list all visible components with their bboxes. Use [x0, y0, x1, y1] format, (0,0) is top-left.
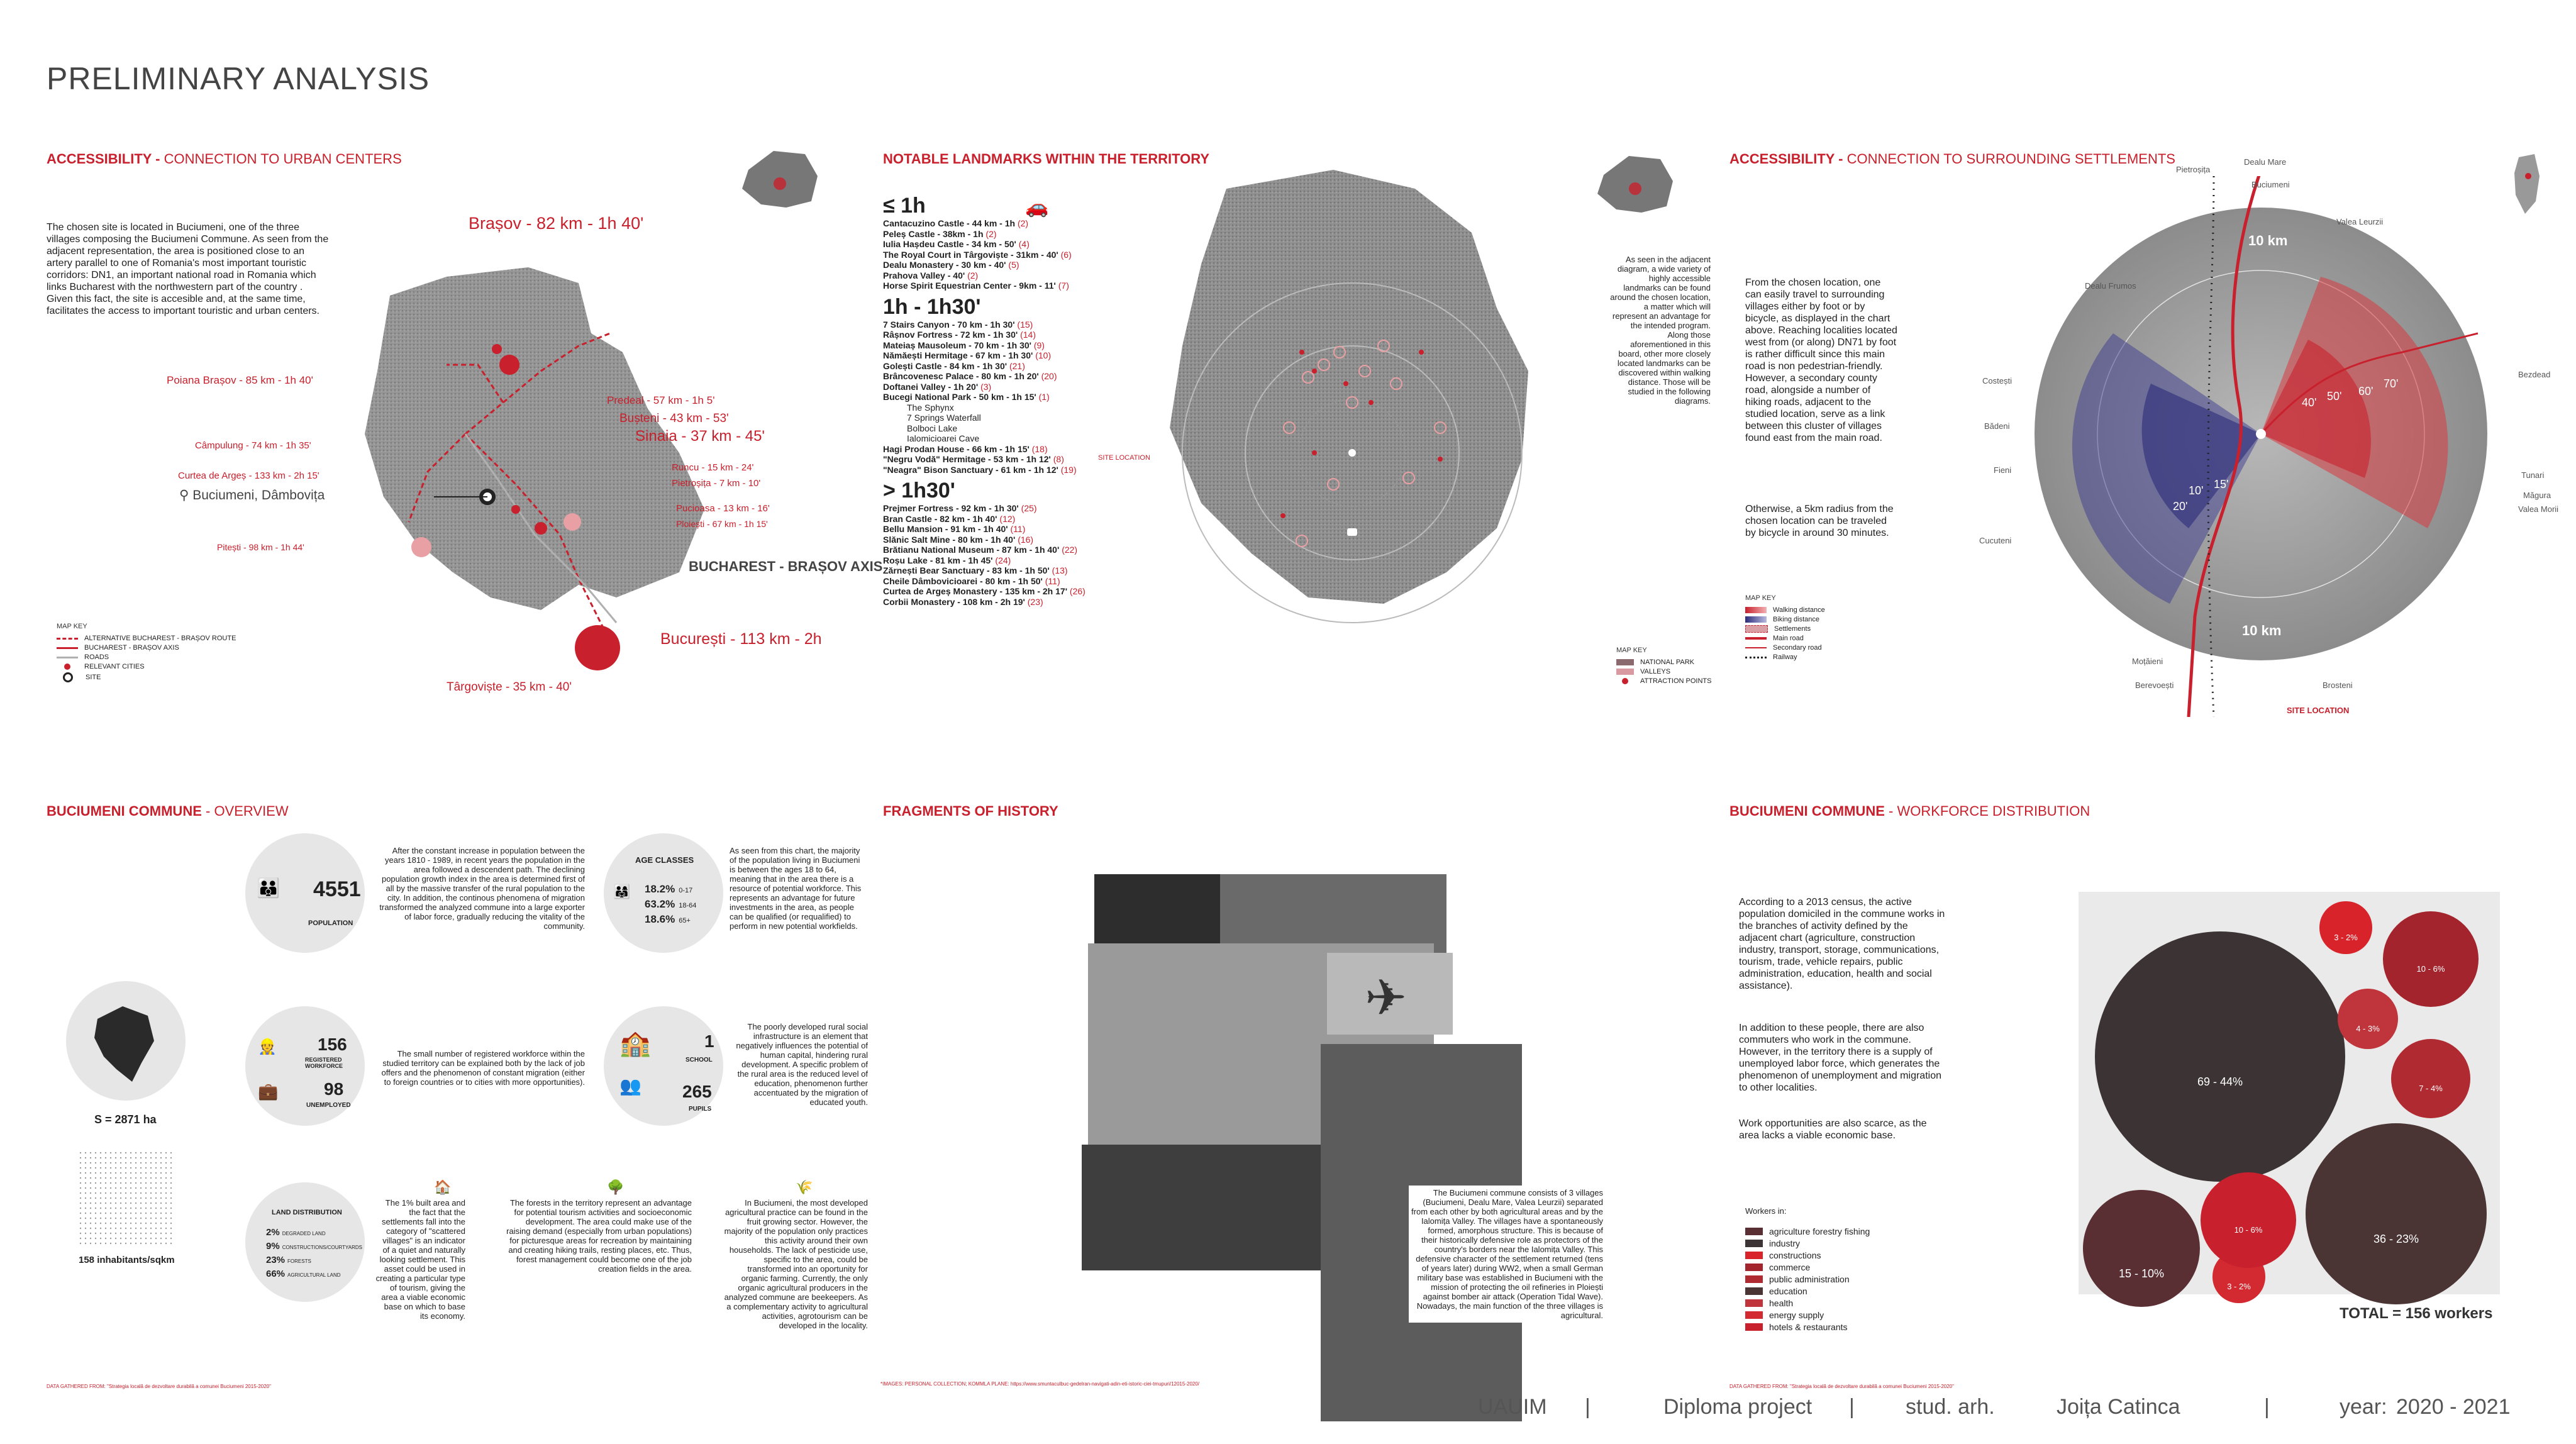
landmark-item: "Negru Vodă" Hermitage - 53 km - 1h 12' (8): [883, 454, 1064, 464]
village-label: Fieni: [1994, 465, 2012, 475]
land-row: 2% DEGRADED LAND: [266, 1227, 326, 1238]
landmark-item: Zărnești Bear Sanctuary - 83 km - 1h 50' (13): [883, 565, 1068, 575]
landmark-item: 7 Stairs Canyon - 70 km - 1h 30' (15): [883, 319, 1033, 330]
school-value: 1: [704, 1031, 714, 1051]
history-photo-house: [1082, 1145, 1321, 1270]
landmark-item: The Royal Court in Târgoviște - 31km - 40' (6): [883, 249, 1072, 260]
landmarks-side-text: As seen in the adjacent diagram, a wide variety of highly accessible landmarks can be found around the chosen location, a matter which will represent an advantage for the intended program. Along those aforementioned in this board, other more closely located landmarks can be discovered within walking distance. Those will be studied in the following diagrams.: [1610, 255, 1711, 406]
label-brasov: Brașov - 82 km - 1h 40': [469, 214, 644, 233]
people-icon: 👪: [257, 878, 280, 899]
landmark-item: Horse Spirit Equestrian Center - 9km - 11' (7): [883, 280, 1069, 291]
land-list: [248, 1226, 362, 1282]
heading-red: ACCESSIBILITY -: [47, 151, 164, 167]
landmark-item: "Neagra" Bison Sanctuary - 61 km - 1h 12' (19): [883, 464, 1077, 475]
romania-inset-map-2: [1591, 150, 1679, 219]
label-poiana: Poiana Brașov - 85 km - 1h 40': [167, 374, 313, 386]
house-icon: 🏠: [434, 1179, 452, 1195]
village-label: Bezdead: [2518, 370, 2551, 379]
age-title: AGE CLASSES: [635, 855, 694, 865]
landmark-item: Bellu Mansion - 91 km - 1h 40' (11): [883, 524, 1026, 534]
landmark-item: Peleș Castle - 38km - 1h (2): [883, 228, 997, 239]
history-source: *IMAGES: PERSONAL COLLECTION; KOMMLA PLANE: https://www.smuntaculbuc-gedelran-navigati-adin-eti-istoric-ciei-tmupuri/12015-2020/: [880, 1381, 1200, 1387]
landmark-subitem: The Sphynx: [907, 402, 954, 413]
landmarks-site-label: SITE LOCATION: [1098, 454, 1150, 462]
label-ploiesti: Ploiești - 67 km - 1h 15': [676, 519, 768, 529]
label-curtea: Curtea de Argeș - 133 km - 2h 15': [178, 470, 319, 481]
settle-map-key: MAP KEY Walking distance Biking distance Settlements Main road Secondary road Railway: [1745, 594, 1825, 661]
land-row: 23% FORESTS: [266, 1255, 311, 1265]
land-title: LAND DISTRIBUTION: [272, 1209, 342, 1216]
landmark-subitem: Ialomicioarei Cave: [907, 433, 980, 443]
legend-item: energy supply: [1745, 1310, 1870, 1320]
pupils-icon: 👥: [619, 1076, 641, 1096]
village-label: Brosteni: [2323, 680, 2353, 690]
bubble-label: 3 - 2%: [2227, 1281, 2251, 1291]
landmark-item: Slănic Salt Mine - 80 km - 1h 40' (16): [883, 534, 1034, 545]
label-site: ⚲ Buciumeni, Dâmbovița: [179, 488, 325, 503]
section-heading-history: FRAGMENTS OF HISTORY: [883, 803, 1058, 819]
label-pitesti: Pitești - 98 km - 1h 44': [217, 542, 304, 552]
page-title: PRELIMINARY ANALYSIS: [47, 61, 430, 96]
legend-item: constructions: [1745, 1250, 1870, 1260]
briefcase-icon: 💼: [258, 1082, 279, 1101]
landmark-item: Dealu Monastery - 30 km - 40' (5): [883, 260, 1019, 270]
bubble-label: 10 - 6%: [2234, 1225, 2263, 1235]
grain-icon: 🌾: [796, 1179, 813, 1195]
group-heading: > 1h30': [883, 479, 955, 503]
village-label: Buciumeni: [2251, 180, 2290, 189]
village-label: Cucuteni: [1979, 536, 2012, 545]
landmark-item: Nămăești Hermitage - 67 km - 1h 30' (10): [883, 350, 1052, 360]
work-text: The small number of registered workforce within the studied territory can be explained both by the lack of job offers and the phenomenon of constant migration (either to foreign countries or to cities with more opportunities).: [381, 1049, 585, 1087]
urban-map-key: MAP KEY ALTERNATIVE BUCHAREST - BRAȘOV ROUTE BUCHAREST - BRAȘOV AXIS ROADS RELEVANT CITIES SITE: [57, 623, 236, 681]
workforce-text-1: According to a 2013 census, the active population domiciled in the commune works in the branches of activity defined by the adjacent chart (agriculture, construction industry, transport, storage, communications, tourism, trade, vehicle repairs, public administration, education, health and social assistance).: [1739, 897, 1945, 991]
village-label: Pietroșița: [2176, 165, 2211, 174]
land-row: 9% CONSTRUCTIONS/COURTYARDS: [266, 1241, 362, 1252]
commune-shape: [79, 994, 173, 1088]
legend-title: Workers in:: [1745, 1206, 1787, 1216]
time-label: 20': [2173, 500, 2188, 513]
label-runcu: Runcu - 15 km - 24': [672, 462, 754, 473]
landmarks-map-key: MAP KEY NATIONAL PARK VALLEYS ATTRACTION POINTS: [1616, 647, 1712, 685]
village-label: Berevoești: [2135, 680, 2174, 690]
label-sinaia: Sinaia - 37 km - 45': [635, 428, 765, 445]
history-caption: The Buciumeni commune consists of 3 villages (Buciumeni, Dealu Mare, Valea Leurzii) separated from each other by both agricultural areas and by the Ialomița Valley. The villages have a spontaneously formed, amorphous structure. This is because of their historically defensive role as protectors of the country's borders near the Ialomița Valley. This defensive character of the settlement returned (tens of years later) during WW2, when a small German military base was established in Buciumeni with the mission of protecting the oil refineries in Ploiești against bomber air attack (Operation Tidal Wave). Nowadays, the main function of the three villages is agricultural.: [1409, 1186, 1606, 1323]
footer-sep: |: [1585, 1395, 1591, 1419]
workforce-label: REGISTERED WORKFORCE: [305, 1057, 343, 1069]
unemployed-label: UNEMPLOYED: [306, 1102, 351, 1109]
bubble-label: 3 - 2%: [2334, 932, 2358, 942]
settle-text-2: Otherwise, a 5km radius from the chosen location can be traveled by bicycle in around 30 minutes.: [1745, 504, 1894, 538]
landmark-item: Golești Castle - 84 km - 1h 30' (21): [883, 360, 1025, 371]
landmarks-list: [883, 194, 1122, 607]
legend-item: education: [1745, 1286, 1870, 1296]
landmark-group-1: [883, 218, 1122, 291]
section-heading-landmarks: NOTABLE LANDMARKS WITHIN THE TERRITORY: [883, 151, 1210, 167]
landmark-subitem: Bolboci Lake: [907, 423, 958, 433]
school-text: The poorly developed rural social infrastructure is an element that negatively influences the potential of human capital, hindering rural development. A specific problem of the rural area is the reduced level of education, phenomenon further accentuated by the migration of educated youth.: [736, 1022, 868, 1107]
landmark-subitem: 7 Springs Waterfall: [907, 413, 981, 423]
landmark-item: Bran Castle - 82 km - 1h 40' (12): [883, 513, 1016, 524]
bubble: [2391, 1039, 2471, 1119]
landmark-item: Prahova Valley - 40' (2): [883, 270, 979, 280]
footer-student-label: stud. arh.: [1906, 1395, 1995, 1419]
bubble-label: 15 - 10%: [2118, 1267, 2165, 1280]
landmark-item: Iulia Hașdeu Castle - 34 km - 50' (4): [883, 239, 1030, 249]
bubble: [2319, 901, 2372, 953]
landmark-item: Brătianu National Museum - 87 km - 1h 40' (22): [883, 545, 1078, 555]
car-icon: 🚗: [1025, 197, 1049, 218]
ring-bottom-label: 10 km: [2242, 623, 2282, 638]
access-urban-text: The chosen site is located in Buciumeni, one of the three villages composing the Buciumeni Commune. As seen from the adjacent representation, the area is positioned close to an artery parallel to one of Romania's most important touristic corridors: DN1, an important national road in Romania which links Bucharest with the northwestern part of the country . Given this fact, the site is accesible and, at the same time, facilitates the access to important touristic and urban centers.: [47, 222, 329, 316]
landmark-item: Râșnov Fortress - 72 km - 1h 30' (14): [883, 330, 1036, 340]
time-label: 10': [2189, 484, 2204, 497]
area-value: S = 2871 ha: [94, 1113, 157, 1126]
village-label: Bădeni: [1984, 421, 2010, 431]
label-pucioasa: Pucioasa - 13 km - 16': [676, 503, 770, 514]
footer-year-label: year:: [2340, 1395, 2387, 1419]
tree-icon: 🌳: [607, 1179, 625, 1195]
workforce-text-3: Work opportunities are also scarce, as the area lacks a viable economic base.: [1739, 1118, 1927, 1141]
group-heading: ≤ 1h: [883, 194, 926, 218]
legend-item: agriculture forestry fishing: [1745, 1226, 1870, 1236]
village-label: Moțăieni: [2132, 657, 2163, 666]
landmark-item: Doftanei Valley - 1h 20' (3): [883, 381, 992, 392]
landmark-item: Brâncovenesc Palace - 80 km - 1h 20' (20): [883, 371, 1057, 381]
age-text: As seen from this chart, the majority of the population living in Buciumeni is between the ages 18 to 64, meaning that in the area there is a resource of potential workforce. This represents an advantage for future investments in the area, as people can be qualified (or requalified) to perform in new potential workfields.: [730, 846, 862, 931]
label-busteni: Bușteni - 43 km - 53': [619, 412, 729, 425]
village-label: Tunari: [2521, 470, 2545, 480]
legend-item: health: [1745, 1298, 1870, 1308]
workforce-value: 156: [318, 1035, 347, 1054]
landmark-item: Cantacuzino Castle - 44 km - 1h (2): [883, 218, 1029, 228]
romania-inset-map-1: [736, 145, 824, 214]
bubble: [2201, 1172, 2296, 1268]
landmark-item: Hagi Prodan House - 66 km - 1h 15' (18): [883, 443, 1048, 454]
bubble: [2095, 931, 2346, 1182]
landmark-group-2: [883, 319, 1122, 403]
legend-item: public administration: [1745, 1274, 1870, 1284]
section-heading-access-settle: ACCESSIBILITY - CONNECTION TO SURROUNDING SETTLEMENTS: [1729, 151, 2175, 167]
bubble-label: 36 - 23%: [2373, 1233, 2419, 1245]
bubble: [2083, 1190, 2200, 1307]
workforce-legend: [1745, 1226, 1870, 1334]
density-value: 158 inhabitants/sqkm: [79, 1255, 175, 1265]
forest-text: The forests in the territory represent an advantage for potential tourism activities and socioeconomic development. The area could make use of the raising demand (especially from urban populations) for picturesque areas for recreation by maintaining and creating hiking trails, resting places, etc. Thus, forest management could become one of the job creation fields in the area.: [506, 1198, 692, 1274]
age-row: 18.2% 0-17: [645, 883, 693, 895]
village-label: Costești: [1982, 376, 2012, 386]
footer-sep: |: [2264, 1395, 2270, 1419]
landmark-item: Prejmer Fortress - 92 km - 1h 30' (25): [883, 503, 1037, 513]
village-label: Valea Morii: [2518, 504, 2559, 514]
label-axis: BUCHAREST - BRAȘOV AXIS: [689, 558, 883, 574]
bubble: [2338, 989, 2398, 1049]
bubble: [2383, 911, 2479, 1007]
heading-rest: CONNECTION TO URBAN CENTERS: [164, 151, 402, 167]
settle-text-1: From the chosen location, one can easily travel to surrounding villages either by foot or by bicycle, as displayed in the chart above. Reaching localities located west from (or along) DN71 by foot is rather difficult since this main road is non pedestrian-friendly. However, a secondary county road, alongside a number of hiking roads, adjacent to the studied location, serve as a link between this cluster of villages found east from the main road.: [1745, 277, 1897, 443]
label-bucuresti: București - 113 km - 2h: [660, 630, 822, 648]
time-label: 15': [2214, 478, 2229, 491]
label-predeal: Predeal - 57 km - 1h 5': [607, 394, 715, 406]
footer-uni: UAUIM: [1478, 1395, 1547, 1419]
age-list: [645, 882, 696, 928]
legend-item: industry: [1745, 1238, 1870, 1248]
built-text: The 1% built area and the fact that the settlements fall into the category of "scattered villages" is an indicator of a quiet and naturally looking settlement. This asset could be used in creating a particular type of tourism, giving the area a viable economic base on which to base its economy.: [375, 1198, 465, 1321]
village-label: Dealu Mare: [2244, 157, 2287, 167]
landmark-group-3: [883, 503, 1122, 607]
workforce-total: TOTAL = 156 workers: [2340, 1305, 2493, 1322]
bubble-label: 10 - 6%: [2416, 964, 2445, 974]
footer-sep: |: [1849, 1395, 1855, 1419]
time-label: 50': [2327, 390, 2342, 403]
section-heading-workforce: BUCIUMENI COMMUNE - WORKFORCE DISTRIBUTION: [1729, 803, 2090, 819]
landmark-item: Corbii Monastery - 108 km - 2h 19' (23): [883, 596, 1043, 607]
pin-icon: ⚲: [179, 488, 193, 503]
landmark-subgroup: [883, 403, 1122, 444]
time-label: 60': [2358, 385, 2373, 397]
population-text: After the constant increase in population between the years 1810 - 1989, in recent years the population in the area followed a descendent path. The declining population growth index in the area is determined first of all by the massive transfer of the rural population to the city. In addition, the continous phenomena of migration transformed the analyzed commune into a large exporter of labor force, gradually reducing the vitality of the community.: [379, 846, 585, 931]
label-targoviste: Târgoviște - 35 km - 40': [447, 680, 572, 694]
workforce-text-2: In addition to these people, there are also commuters who work in the commune. However, in the territory there is a supply of unemployed labor force, which generates the phenomenon of unemployment and migration to other localities.: [1739, 1023, 1941, 1093]
overview-source: DATA GATHERED FROM: "Strategia locală de dezvoltare durabilă a comunei Buciumeni 2015-2020": [47, 1384, 271, 1389]
label-campulung: Câmpulung - 74 km - 1h 35': [195, 440, 311, 451]
village-label: Valea Leurzii: [2336, 217, 2384, 226]
pupils-value: 265: [682, 1082, 712, 1101]
section-heading-overview: BUCIUMENI COMMUNE - OVERVIEW: [47, 803, 289, 819]
bubble: [2306, 1123, 2487, 1304]
landmark-group-2b: [883, 444, 1122, 475]
ring-top-label: 10 km: [2248, 233, 2288, 248]
pupils-label: PUPILS: [689, 1106, 712, 1113]
footer-project: Diploma project: [1663, 1395, 1813, 1419]
landmark-item: Bucegi National Park - 50 km - 1h 15' (1): [883, 392, 1050, 402]
label-pietrosita: Pietroșița - 7 km - 10': [672, 478, 761, 489]
school-label: SCHOOL: [686, 1057, 713, 1064]
time-label: 40': [2302, 396, 2317, 409]
worker-icon: 👷: [258, 1038, 277, 1055]
school-icon: 🏫: [619, 1030, 651, 1057]
unemployed-value: 98: [324, 1079, 344, 1099]
landmark-item: Cheile Dâmbovicioarei - 80 km - 1h 50' (11): [883, 575, 1060, 586]
agri-text: In Buciumeni, the most developed agricultural practice can be found in the fruit growing sector. However, the majority of the population only practices this activity around their own households. The lack of pesticide use, specific to the area, could be transformed into an oportunity for organic farming. Currently, the only organic agricultural producers in the analyzed commune are beekeepers. As a complementary activity to agricultural activities, agrotourism can be developed in the locality.: [724, 1198, 868, 1330]
density-grid: [79, 1151, 173, 1245]
footer-student: Joița Catinca: [2057, 1395, 2180, 1419]
bubble-label: 7 - 4%: [2419, 1083, 2443, 1093]
workforce-source: DATA GATHERED FROM: "Strategia locală de dezvoltare durabilă a comunei Buciumeni 2015-2020": [1729, 1384, 1954, 1389]
village-label: Măgura: [2523, 491, 2551, 500]
village-label: Dealu Frumos: [2085, 281, 2136, 291]
age-row: 18.6% 65+: [645, 913, 691, 925]
population-label: POPULATION: [308, 919, 353, 927]
settle-site-label: SITE LOCATION: [2287, 706, 2350, 715]
age-row: 63.2% 18-64: [645, 898, 697, 910]
legend-item: hotels & restaurants: [1745, 1322, 1870, 1332]
footer-year: 2020 - 2021: [2396, 1395, 2511, 1419]
landmark-item: Mateiaș Mausoleum - 70 km - 1h 30' (9): [883, 340, 1045, 350]
population-value: 4551: [313, 877, 361, 901]
county-inset-map: [2509, 151, 2547, 220]
time-label: 70': [2384, 377, 2399, 390]
landmarks-map: [1145, 164, 1635, 730]
land-row: 66% AGRICULTURAL LAND: [266, 1269, 341, 1279]
bubble-label: 69 - 44%: [2197, 1075, 2243, 1088]
group-heading: 1h - 1h30': [883, 294, 981, 319]
family-icon: 👨‍👩‍👧: [613, 884, 631, 899]
section-heading-access-urban: [47, 151, 402, 167]
landmark-item: Curtea de Argeș Monastery - 135 km - 2h 17' (26): [883, 586, 1085, 596]
airplane-icon: ✈: [1365, 970, 1407, 1026]
bubble-label: 4 - 3%: [2356, 1024, 2380, 1033]
legend-item: commerce: [1745, 1262, 1870, 1272]
landmark-item: Roșu Lake - 81 km - 1h 45' (24): [883, 555, 1011, 565]
footer: [1465, 1395, 2534, 1426]
